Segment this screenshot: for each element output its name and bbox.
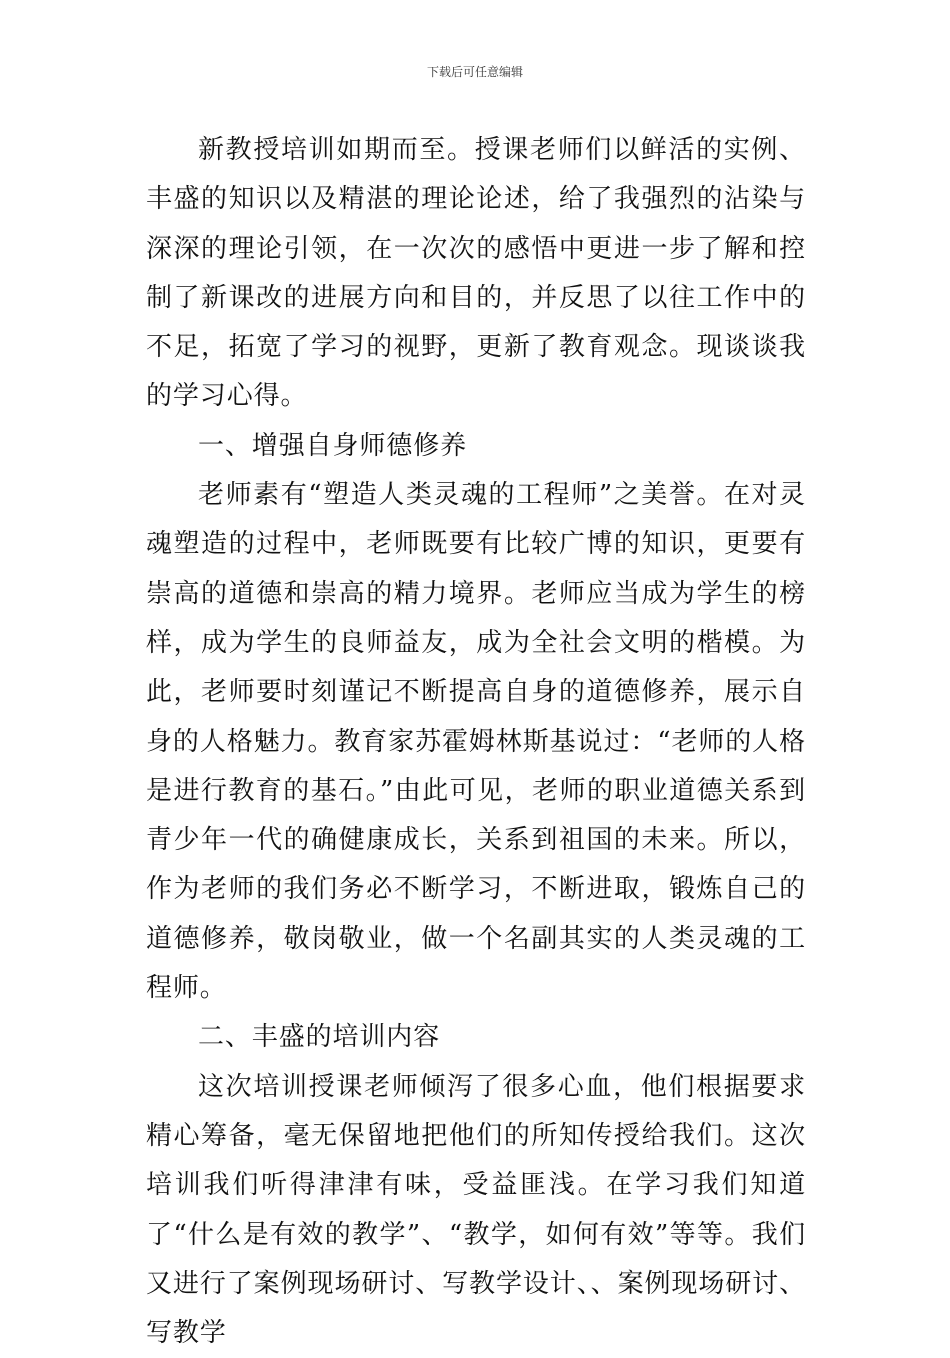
- page-header-note: 下载后可任意编辑: [426, 65, 523, 79]
- section-heading-1: 一、增强自身师德修养: [198, 430, 468, 461]
- intro-paragraph: 新教授培训如期而至。授课老师们以鲜活的实例、丰盛的知识以及精湛的理论论述，给了我强烈的沾染与深深的理论引领，在一次次的感悟中更进一步了解和控制了新课改的进展方向和目的，并反思了以往工作中的不足，拓宽了学习的视野，更新了教育观念。现谈谈我的学习心得。: [146, 135, 806, 412]
- document-body: [146, 126, 806, 1358]
- section-heading-2: 二、丰盛的培训内容: [198, 1022, 441, 1053]
- section-2-paragraph: 这次培训授课老师倾泻了很多心血，他们根据要求精心筹备，毫无保留地把他们的所知传授给我们。这次培训我们听得津津有味，受益匪浅。在学习我们知道了“什么是有效的教学”、“教学，如何有效”等等。我们又进行了案例现场研讨、写教学设计、、案例现场研讨、写教学: [146, 1071, 806, 1349]
- section-1-paragraph: 老师素有“塑造人类灵魂的工程师”之美誉。在对灵魂塑造的过程中，老师既要有比较广博的知识，更要有崇高的道德和崇高的精力境界。老师应当成为学生的榜样，成为学生的良师益友，成为全社会文明的楷模。为此，老师要时刻谨记不断提高自身的道德修养，展示自身的人格魅力。教育家苏霍姆林斯基说过：“老师的人格是进行教育的基石。”由此可见，老师的职业道德关系到青少年一代的确健康成长，关系到祖国的未来。所以，作为老师的我们务必不断学习，不断进取，锻炼自己的道德修养，敬岗敬业，做一个名副其实的人类灵魂的工程师。: [146, 480, 806, 1004]
